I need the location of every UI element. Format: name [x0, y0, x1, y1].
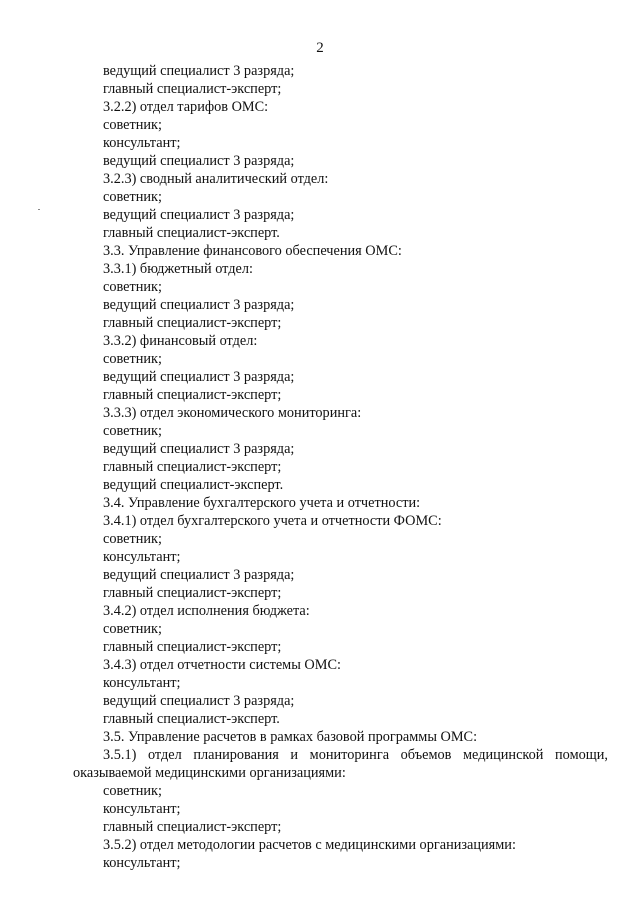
text-line: советник; [103, 783, 162, 799]
text-line: ведущий специалист 3 разряда; [103, 153, 295, 169]
text-line: консультант; [103, 801, 181, 817]
text-line: главный специалист-эксперт; [103, 585, 282, 601]
text-line: 3.4.1) отдел бухгалтерского учета и отчетности ФОМС: [103, 513, 442, 529]
text-line: 3.2.2) отдел тарифов ОМС: [103, 99, 269, 115]
text-line: главный специалист-эксперт; [103, 459, 282, 475]
text-line: консультант; [103, 135, 181, 151]
text-line: консультант; [103, 855, 181, 871]
text-line: консультант; [103, 549, 181, 565]
text-line: 3.4.3) отдел отчетности системы ОМС: [103, 657, 341, 673]
text-line: 3.5.2) отдел методологии расчетов с медицинскими организациями: [103, 837, 516, 853]
section-heading: 3.4. Управление бухгалтерского учета и отчетности: [103, 495, 421, 511]
text-line: оказываемой медицинскими организациями: [73, 765, 346, 781]
text-line: главный специалист-эксперт. [103, 711, 280, 727]
section-heading: 3.3. Управление финансового обеспечения ОМС: [103, 243, 402, 259]
text-line: ведущий специалист-эксперт. [103, 477, 284, 493]
text-line: главный специалист-эксперт; [103, 81, 282, 97]
text-line: 3.4.2) отдел исполнения бюджета: [103, 603, 310, 619]
text-line: консультант; [103, 675, 181, 691]
text-line: советник; [103, 423, 162, 439]
text-line: ведущий специалист 3 разряда; [103, 297, 295, 313]
text-line: советник; [103, 531, 162, 547]
text-line: 3.3.1) бюджетный отдел: [103, 261, 253, 277]
text-line: главный специалист-эксперт; [103, 387, 282, 403]
text-line: ведущий специалист 3 разряда; [103, 567, 295, 583]
text-line: ведущий специалист 3 разряда; [103, 693, 295, 709]
text-line: советник; [103, 351, 162, 367]
text-line: главный специалист-эксперт; [103, 639, 282, 655]
section-heading: 3.5. Управление расчетов в рамках базовой программы ОМС: [103, 729, 478, 745]
text-line: ведущий специалист 3 разряда; [103, 63, 295, 79]
page-number: 2 [316, 40, 324, 56]
scan-speck [38, 209, 40, 210]
text-line: ведущий специалист 3 разряда; [103, 441, 295, 457]
text-line: 3.5.1) отдел планирования и мониторинга объемов медицинской помощи, [103, 747, 608, 763]
text-line: советник; [103, 621, 162, 637]
text-line: главный специалист-эксперт. [103, 225, 280, 241]
text-line: 3.2.3) сводный аналитический отдел: [103, 171, 329, 187]
text-line: советник; [103, 117, 162, 133]
text-line: главный специалист-эксперт; [103, 315, 282, 331]
text-line: советник; [103, 189, 162, 205]
text-line: ведущий специалист 3 разряда; [103, 369, 295, 385]
text-line: главный специалист-эксперт; [103, 819, 282, 835]
text-line: 3.3.2) финансовый отдел: [103, 333, 258, 349]
text-line: ведущий специалист 3 разряда; [103, 207, 295, 223]
text-line: 3.3.3) отдел экономического мониторинга: [103, 405, 362, 421]
text-line: советник; [103, 279, 162, 295]
